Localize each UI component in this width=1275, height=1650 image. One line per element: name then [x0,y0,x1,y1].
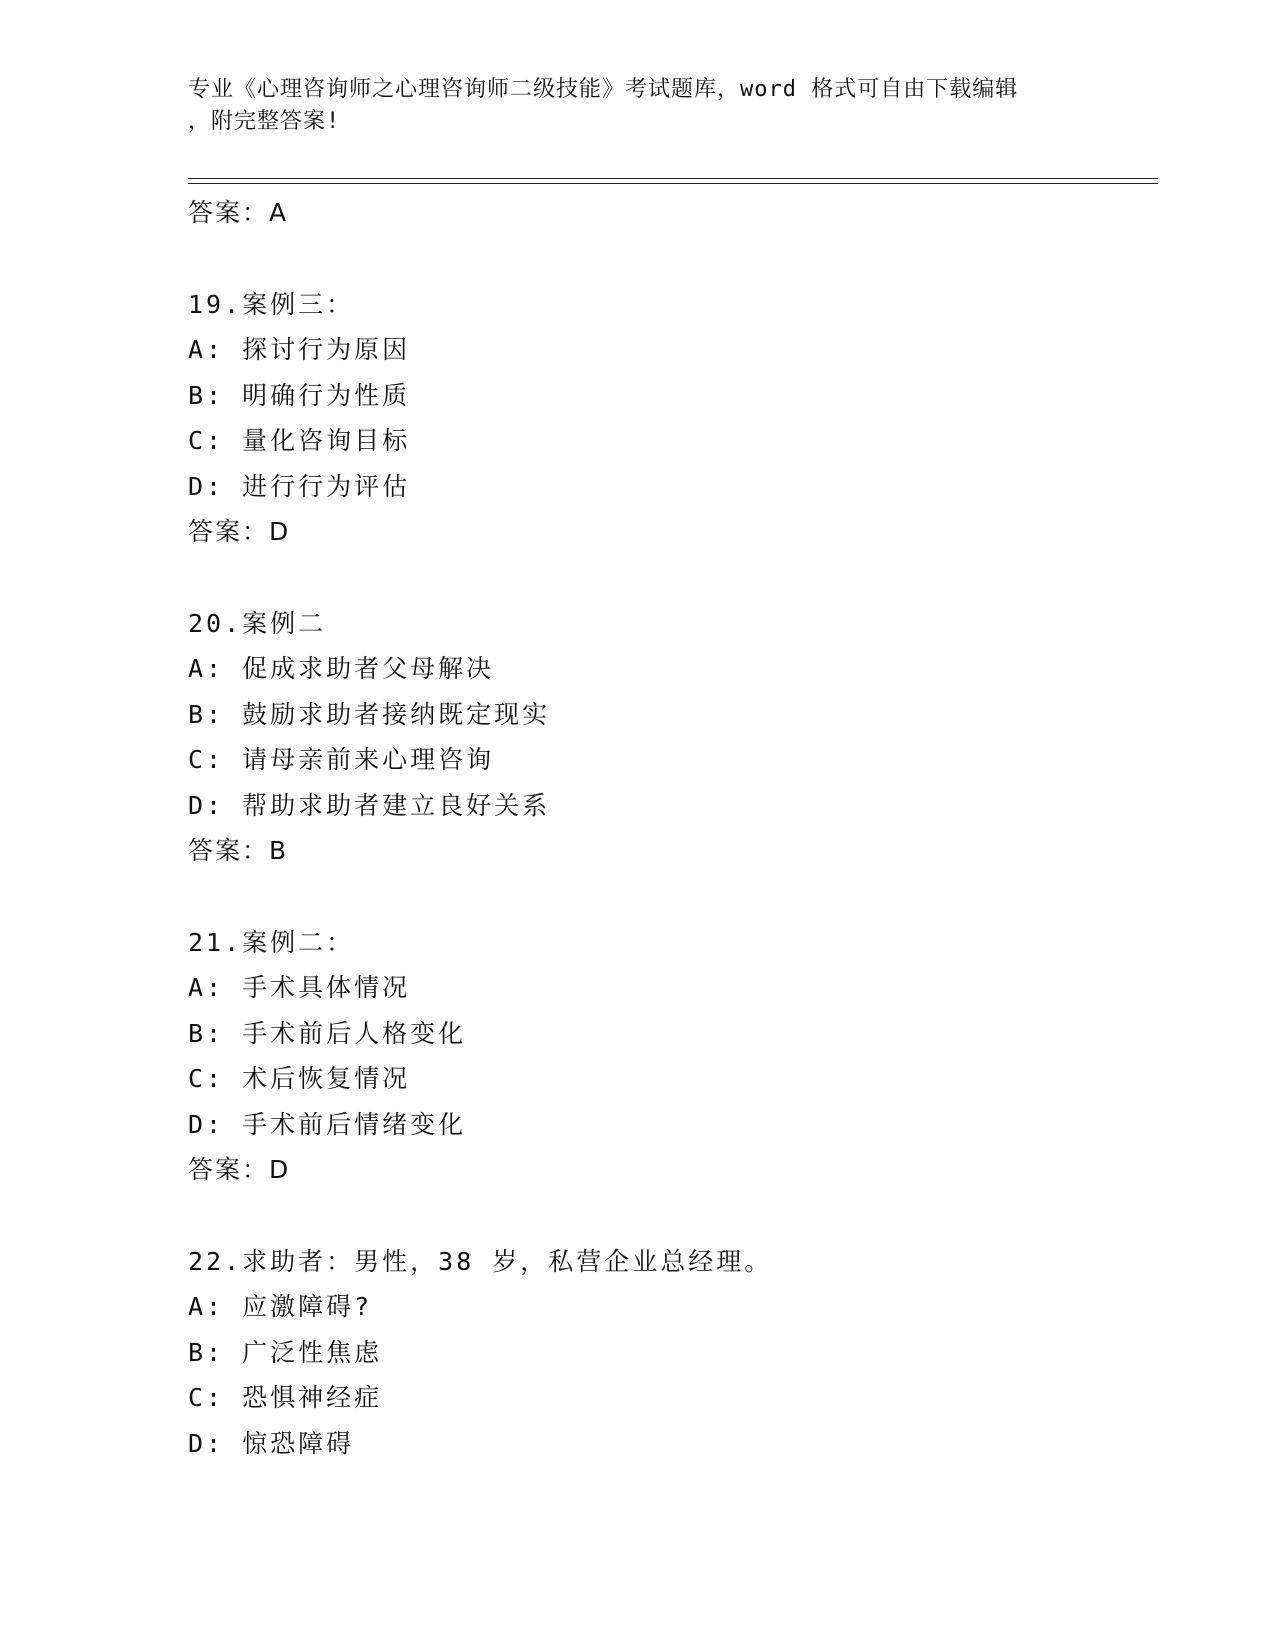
option-d: D: 帮助求助者建立良好关系 [188,790,551,820]
question-stem: 20.案例二 [188,608,327,638]
option-d: D: 进行行为评估 [188,471,411,501]
header-divider-bottom [188,183,1158,184]
option-a: A: 促成求助者父母解决 [188,654,495,683]
header-line-2: ，附完整答案! [188,109,341,134]
answer-line: 答案：B [188,836,289,865]
option-d: D: 惊恐障碍 [188,1428,355,1458]
question-21 [188,920,1148,1193]
option-c: C: 术后恢复情况 [188,1064,411,1093]
header-divider-top [188,178,1158,179]
option-a: A: 手术具体情况 [188,973,411,1002]
question-stem: 22.求助者：男性，38 岁，私营企业总经理。 [188,1246,773,1276]
option-c: C: 请母亲前来心理咨询 [188,745,495,774]
document-header [188,74,1068,138]
question-20 [188,601,1148,874]
option-b: B: 广泛性焦虑 [188,1337,383,1367]
answer-line: 答案：D [188,1155,291,1184]
answer-line: 答案：D [188,517,291,546]
option-b: B: 明确行为性质 [188,380,411,410]
question-list [188,190,1148,1466]
option-a: A: 应激障碍? [188,1292,373,1321]
question-stem: 19.案例三： [188,289,355,319]
question-22 [188,1239,1148,1467]
question-stem: 21.案例二： [188,927,355,957]
question-19 [188,282,1148,555]
option-a: A: 探讨行为原因 [188,335,411,364]
header-line-1: 专业《心理咨询师之心理咨询师二级技能》考试题库，word 格式可自由下载编辑 [188,77,1019,102]
option-c: C: 恐惧神经症 [188,1383,383,1412]
answer-line: 答案：A [188,198,289,227]
option-b: B: 鼓励求助者接纳既定现实 [188,699,551,729]
option-b: B: 手术前后人格变化 [188,1018,467,1048]
option-d: D: 手术前后情绪变化 [188,1109,467,1139]
option-c: C: 量化咨询目标 [188,426,411,455]
